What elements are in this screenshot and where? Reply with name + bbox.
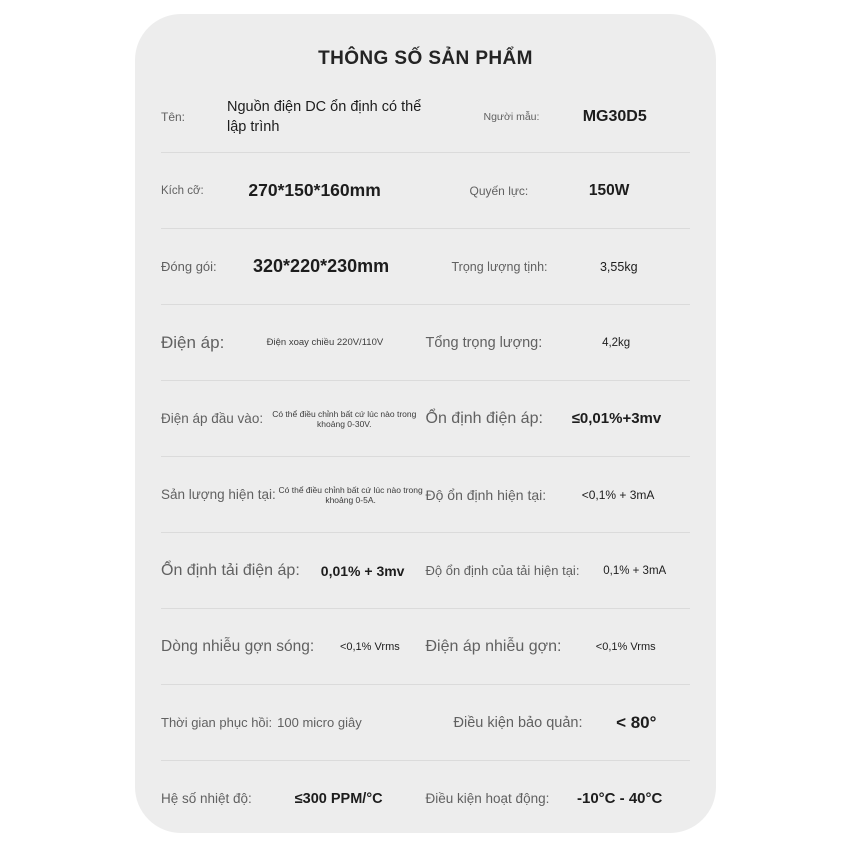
spec-pair [161,256,426,277]
spec-pair [426,108,691,126]
spec-value: 150W [588,181,630,199]
spec-value: < 80° [616,712,657,732]
product-spec-card [135,14,716,833]
spec-pair [426,563,691,578]
spec-pair [161,97,426,138]
spec-row-ripple [161,609,690,685]
spec-label: Dòng nhiễu gợn sóng: [161,637,315,655]
spec-row-temperature-coefficient [161,761,690,836]
spec-row-packing [161,229,690,305]
spec-pair [161,715,426,730]
spec-pair [426,487,691,503]
spec-value: Điện xoay chiều 220V/110V [266,337,384,348]
spec-label: Điện áp đầu vào: [161,411,264,426]
spec-pair [426,410,691,428]
spec-pair [161,485,426,505]
spec-value: 270*150*160mm [248,180,381,200]
spec-label: Trọng lượng tịnh: [451,259,548,274]
spec-row-name [161,82,690,153]
spec-label: Đóng gói: [161,259,217,274]
spec-label: Điện áp nhiễu gợn: [425,637,562,655]
spec-row-recovery-time [161,685,690,761]
spec-value: ≤0,01%+3mv [571,410,662,427]
spec-label: Độ ổn định hiện tại: [425,486,547,503]
page-title: THÔNG SỐ SẢN PHẨM [318,48,533,69]
spec-label: Hệ số nhiệt độ: [161,791,252,806]
spec-pair [161,409,426,429]
spec-row-size [161,153,690,229]
spec-pair [161,180,426,201]
spec-pair [426,182,691,200]
spec-label: Quyến lực: [469,183,529,198]
spec-value: 3,55kg [599,259,638,274]
spec-value: Nguồn điện DC ổn định có thể lập trình [227,98,422,135]
spec-row-voltage [161,305,690,381]
spec-pair [426,260,691,274]
spec-label: Điều kiện bảo quản: [453,714,583,731]
spec-label: Độ ổn định của tải hiện tại: [425,563,580,578]
spec-value: <0,1% + 3mA [581,487,655,502]
spec-pair [161,638,426,656]
spec-label: Sản lượng hiện tại: [161,487,276,502]
spec-value: -10°C - 40°C [576,790,663,807]
spec-label: Người mẫu: [483,111,540,123]
spec-row-output-current [161,457,690,533]
spec-value: <0,1% Vrms [595,640,656,653]
spec-label: Ổn định tải điện áp: [161,561,300,579]
spec-label: Điều kiện hoạt động: [425,791,550,806]
spec-value: <0,1% Vrms [339,640,400,653]
spec-pair [426,713,691,733]
spec-label: Ổn định điện áp: [425,409,543,427]
spec-pair [426,790,691,807]
spec-value: ≤300 PPM/°C [294,790,383,807]
spec-pair [426,335,691,351]
spec-row-input-voltage [161,381,690,457]
spec-pair [161,333,426,353]
spec-label: Kích cỡ: [161,184,204,197]
spec-row-load-voltage-stability [161,533,690,609]
spec-label: Điện áp: [161,332,225,352]
spec-label: Tổng trọng lượng: [425,334,543,351]
spec-value: 320*220*230mm [253,256,390,276]
spec-value: 0,1% + 3mA [603,564,667,577]
spec-pair [161,562,426,580]
spec-label: Tên: [161,110,186,124]
spec-label: Thời gian phục hồi: [161,715,273,730]
spec-pair [161,791,426,807]
spec-value: 4,2kg [602,336,631,349]
spec-value: 0,01% + 3mv [320,562,405,579]
spec-pair [426,638,691,656]
spec-value: 100 micro giây [277,715,362,730]
spec-value: Có thể điều chỉnh bất cứ lúc nào trong khoảng 0-30V. [272,408,417,429]
spec-value: Có thể điều chỉnh bất cứ lúc nào trong khoảng 0-5A. [278,484,423,505]
spec-value: MG30D5 [582,108,647,125]
